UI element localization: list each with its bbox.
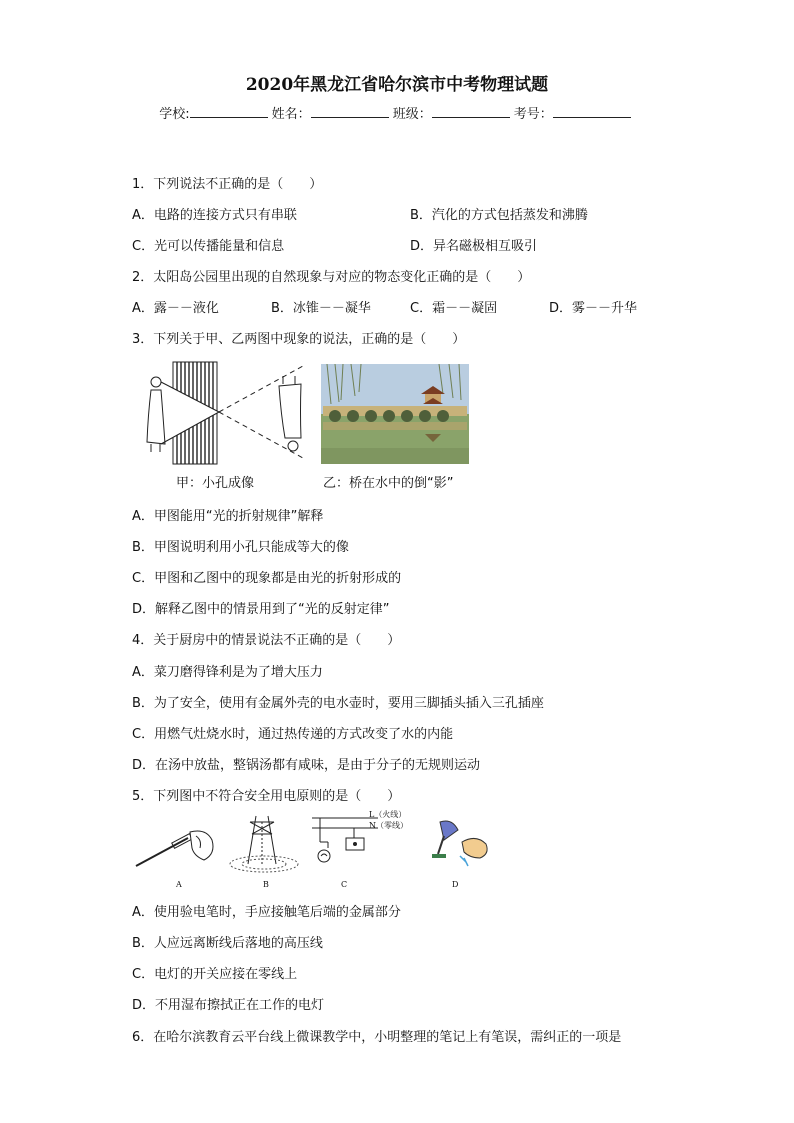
figure-jia-caption: 甲：小孔成像 <box>176 476 255 491</box>
name-blank[interactable] <box>311 105 389 118</box>
class-blank[interactable] <box>432 105 510 118</box>
school-label: 学校: <box>159 107 190 122</box>
fig-label-a: A <box>176 880 182 889</box>
q5-stem: 5．下列图中不符合安全用电原则的是（ ） <box>132 789 401 804</box>
q1-stem: 1．下列说法不正确的是（ ） <box>132 177 323 192</box>
q2-option-c: C．霜－－凝固 <box>410 301 498 316</box>
q1-option-a: A．电路的连接方式只有串联 <box>132 208 297 223</box>
q2-stem: 2．太阳岛公园里出现的自然现象与对应的物态变化正确的是（ ） <box>132 270 531 285</box>
q1-option-c: C．光可以传播能量和信息 <box>132 239 285 254</box>
q4-stem: 4．关于厨房中的情景说法不正确的是（ ） <box>132 633 401 648</box>
q3-stem: 3．下列关于甲、乙两图中现象的说法，正确的是（ ） <box>132 332 466 347</box>
q3-option-a: A．甲图能用“光的折射规律”解释 <box>132 509 324 524</box>
number-label: 考号： <box>513 107 553 122</box>
wire-n-label: N（零线） <box>369 821 408 830</box>
test-pen-icon <box>132 826 218 874</box>
wire-l-label: L（火线） <box>369 810 407 819</box>
pinhole-diagram-icon <box>143 360 313 466</box>
q2-option-d: D．雾－－升华 <box>549 301 638 316</box>
desk-lamp-icon <box>426 818 496 874</box>
q4-option-b: B．为了安全，使用有金属外壳的电水壶时，要用三脚插头插入三孔插座 <box>132 696 544 711</box>
q5-option-b: B．人应远离断线后落地的高压线 <box>132 936 323 951</box>
fig-label-d: D <box>452 880 459 889</box>
class-label: 班级： <box>392 107 432 122</box>
figure-yi-caption: 乙：桥在水中的倒“影” <box>323 476 454 491</box>
q4-option-c: C．用燃气灶烧水时，通过热传递的方式改变了水的内能 <box>132 727 454 742</box>
q3-option-d: D．解释乙图中的情景用到了“光的反射定律” <box>132 602 390 617</box>
number-blank[interactable] <box>553 105 631 118</box>
q4-option-a: A．菜刀磨得锋利是为了增大压力 <box>132 665 323 680</box>
power-tower-icon <box>226 812 302 876</box>
q6-stem: 6．在哈尔滨教育云平台线上微课教学中，小明整理的笔记上有笔误，需纠正的一项是 <box>132 1030 622 1045</box>
bridge-reflection-photo-icon <box>321 364 469 464</box>
q5-option-d: D．不用湿布擦拭正在工作的电灯 <box>132 998 325 1013</box>
q1-option-d: D．异名磁极相互吸引 <box>410 239 538 254</box>
q2-option-b: B．冰锥－－凝华 <box>271 301 371 316</box>
q5-option-a: A．使用验电笔时，手应接触笔后端的金属部分 <box>132 905 401 920</box>
fig-label-b: B <box>263 880 269 889</box>
school-blank[interactable] <box>190 105 268 118</box>
fig-label-c: C <box>341 880 348 889</box>
q3-option-b: B．甲图说明利用小孔只能成等大的像 <box>132 540 349 555</box>
name-label: 姓名： <box>271 107 311 122</box>
student-info-line <box>0 103 794 122</box>
q1-option-b: B．汽化的方式包括蒸发和沸腾 <box>410 208 588 223</box>
q4-option-d: D．在汤中放盐，整锅汤都有咸味，是由于分子的无规则运动 <box>132 758 481 773</box>
q2-option-a: A．露－－液化 <box>132 301 219 316</box>
q3-option-c: C．甲图和乙图中的现象都是由光的折射形成的 <box>132 571 402 586</box>
q5-option-c: C．电灯的开关应接在零线上 <box>132 967 298 982</box>
page-title: 2020年黑龙江省哈尔滨市中考物理试题 <box>245 75 549 95</box>
